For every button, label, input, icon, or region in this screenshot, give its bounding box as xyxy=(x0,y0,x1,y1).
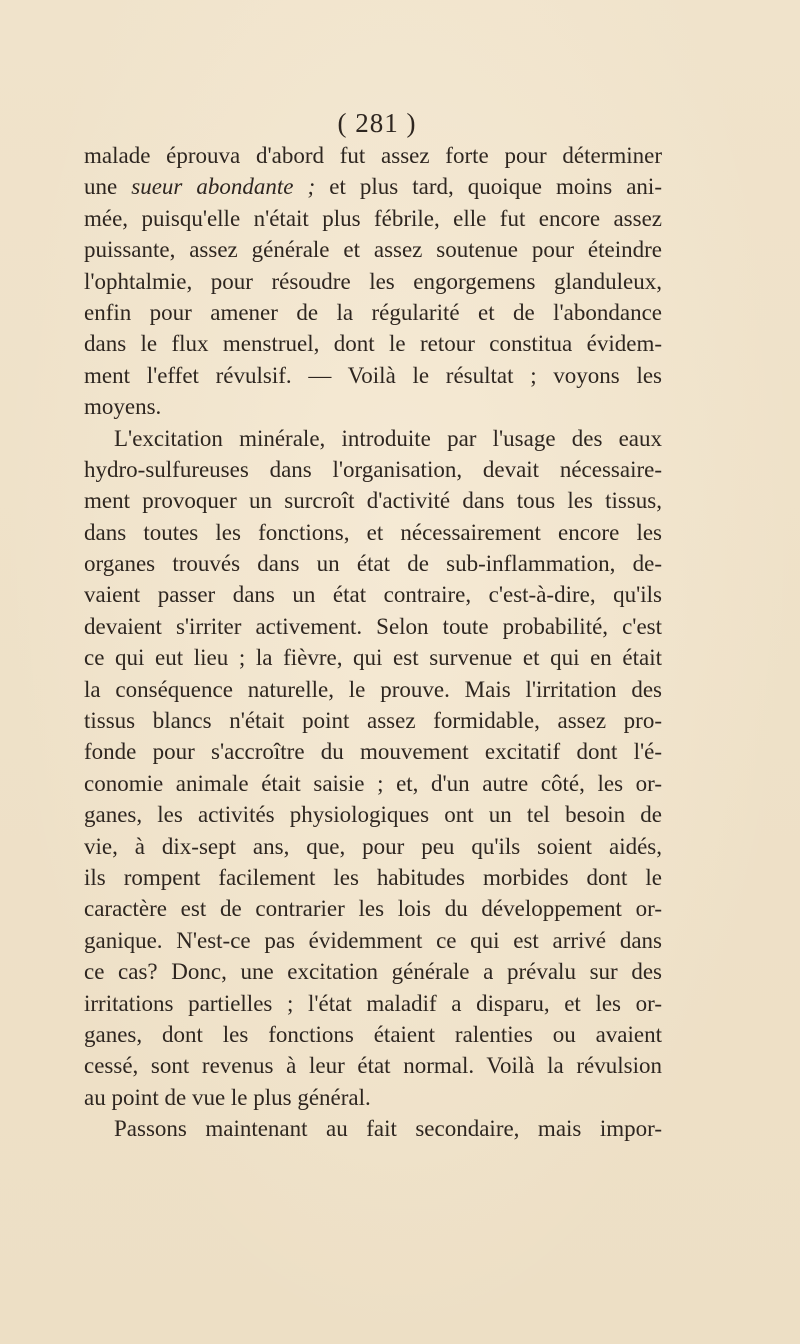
text-line: organes trouvés dans un état de sub-inflammation, de- xyxy=(84,551,662,577)
text-line: irritations partielles ; l'état maladif a disparu, et les or- xyxy=(84,990,662,1016)
text-line: dans le flux menstruel, dont le retour constitua évidem- xyxy=(84,331,662,357)
text-line xyxy=(84,171,662,202)
text-line: fonde pour s'accroître du mouvement excitatif dont l'é- xyxy=(84,739,662,765)
text-line: la conséquence naturelle, le prouve. Mais l'irritation des xyxy=(84,676,662,702)
text-line: devaient s'irriter activement. Selon toute probabilité, c'est xyxy=(84,613,662,639)
text-line: L'excitation minérale, introduite par l'usage des eaux xyxy=(114,425,662,451)
text-line: vaient passer dans un état contraire, c'est-à-dire, qu'ils xyxy=(84,582,662,608)
text-line: puissante, assez générale et assez soutenue pour éteindre xyxy=(84,237,662,263)
text-line: malade éprouva d'abord fut assez forte pour déterminer xyxy=(84,143,662,168)
text-line: au point de vue le plus général. xyxy=(84,1084,371,1110)
text-line: Passons maintenant au fait secondaire, mais impor- xyxy=(114,1116,662,1142)
text-line: ganes, dont les fonctions étaient ralenties ou avaient xyxy=(84,1021,662,1047)
text-line: l'ophtalmie, pour résoudre les engorgemens glanduleux, xyxy=(84,268,662,294)
text-line: ce qui eut lieu ; la fièvre, qui est survenue et qui en était xyxy=(84,645,662,671)
text-line: ment l'effet révulsif. — Voilà le résultat ; voyons les xyxy=(84,362,662,388)
text-line: cessé, sont revenus à leur état normal. Voilà la révulsion xyxy=(84,1053,662,1079)
text-line: ganes, les activités physiologiques ont un tel besoin de xyxy=(84,802,662,828)
text-line: dans toutes les fonctions, et nécessairement encore les xyxy=(84,519,662,545)
text-line: ganique. N'est-ce pas évidemment ce qui est arrivé dans xyxy=(84,927,662,953)
text-line: ils rompent facilement les habitudes morbides dont le xyxy=(84,864,662,890)
text-line: mée, puisqu'elle n'était plus fébrile, elle fut encore assez xyxy=(84,205,662,231)
text-line: conomie animale était saisie ; et, d'un autre côté, les or- xyxy=(84,770,662,796)
text-line: tissus blancs n'était point assez formidable, assez pro- xyxy=(84,708,662,734)
text-segment: une xyxy=(84,174,132,200)
text-line: enfin pour amener de la régularité et de l'abondance xyxy=(84,299,662,325)
italic-phrase: sueur abondante ; xyxy=(131,174,316,200)
page-number: ( 281 ) xyxy=(337,108,417,138)
body-text xyxy=(84,140,662,1145)
text-line: vie, à dix-sept ans, que, pour peu qu'ils soient aidés, xyxy=(84,833,662,859)
text-line: ce cas? Donc, une excitation générale a prévalu sur des xyxy=(84,959,662,985)
text-line: moyens. xyxy=(84,394,162,420)
text-line: hydro-sulfureuses dans l'organisation, devait nécessaire- xyxy=(84,456,662,482)
text-segment: et plus tard, quoique moins ani- xyxy=(315,174,662,200)
text-line: ment provoquer un surcroît d'activité dans tous les tissus, xyxy=(84,488,662,514)
text-line: caractère est de contrarier les lois du développement or- xyxy=(84,896,662,922)
